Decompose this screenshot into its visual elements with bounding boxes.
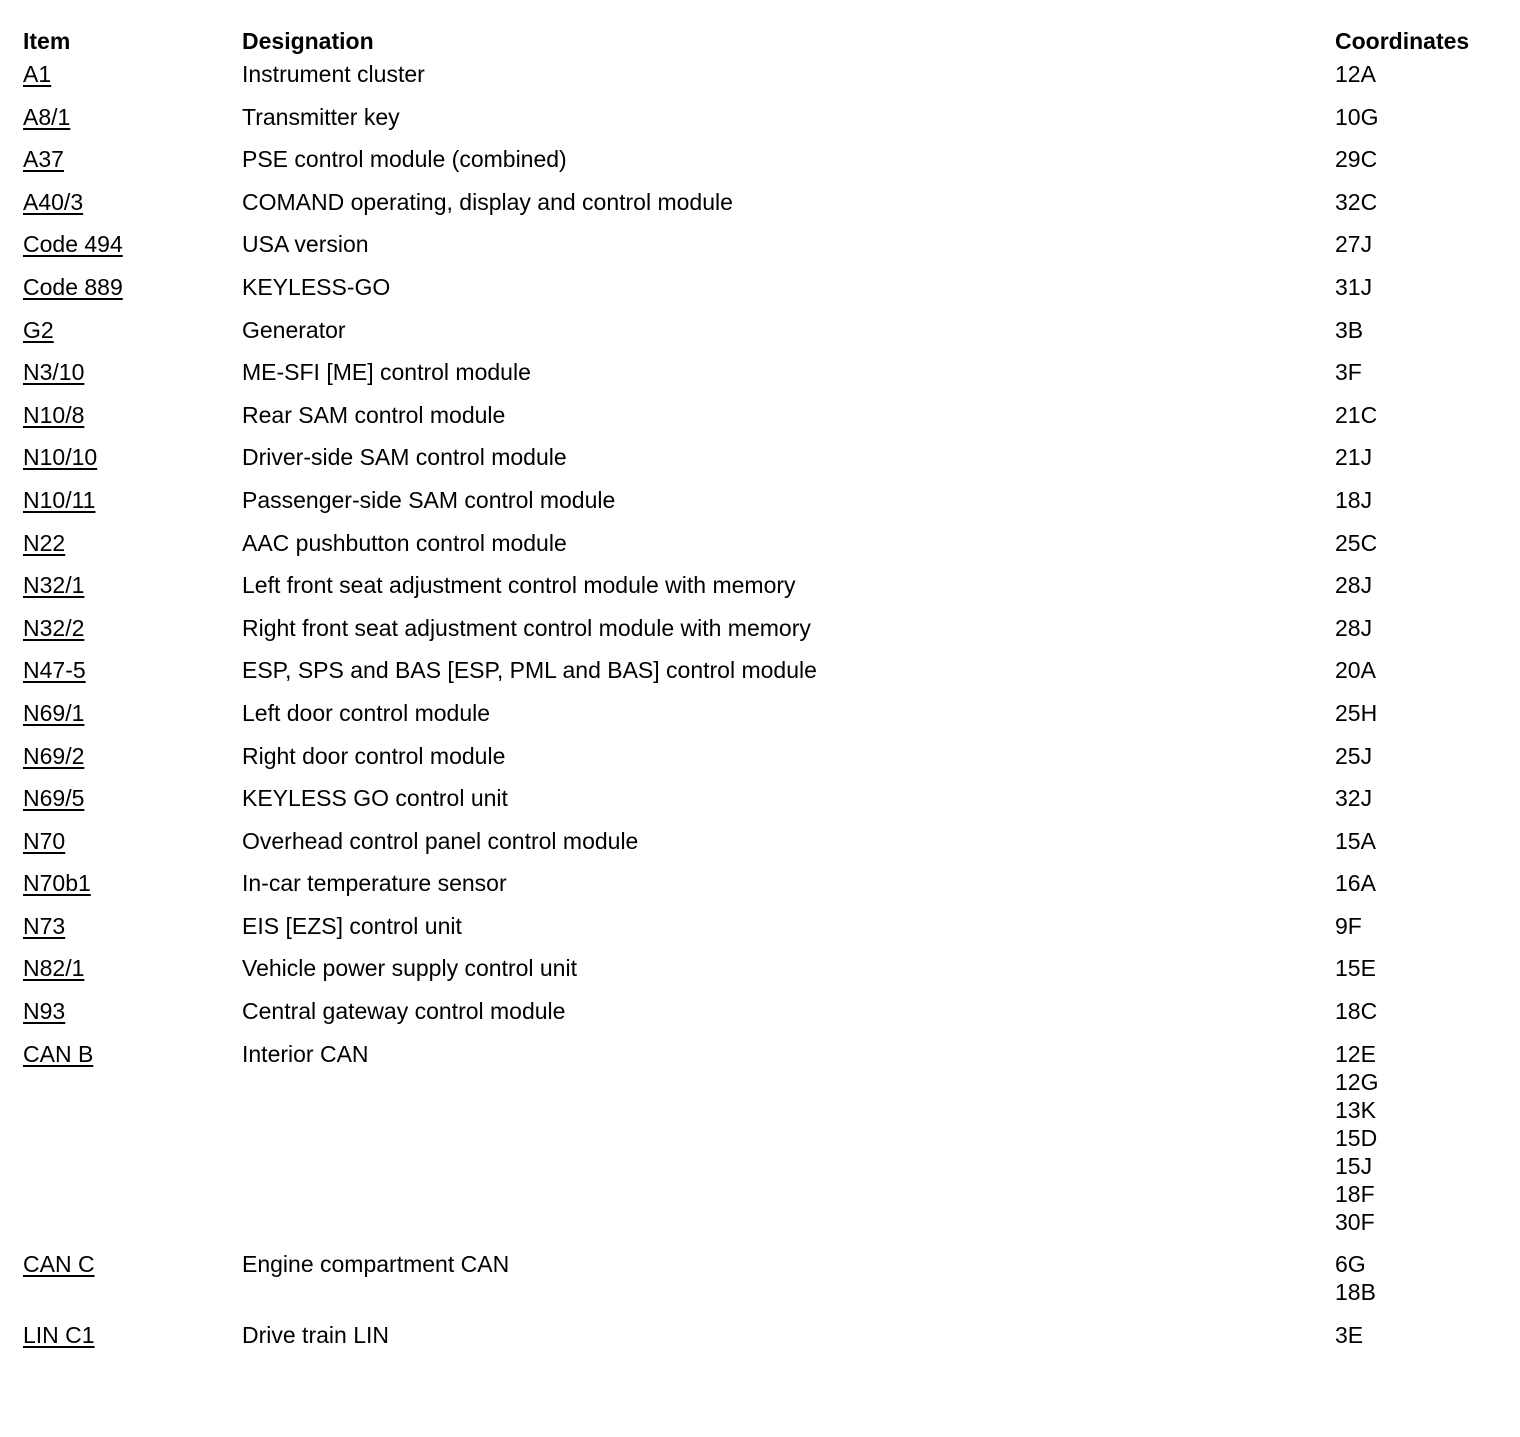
table-row (23, 401, 1503, 444)
coordinate-value: 25J (1335, 742, 1373, 769)
coordinate-value: 18B (1335, 1279, 1376, 1306)
coordinates-cell (1335, 742, 1503, 770)
table-header (23, 27, 1503, 60)
coordinate-value: 31J (1335, 273, 1373, 300)
item-cell (23, 656, 242, 684)
item-link[interactable]: Code 889 (23, 273, 123, 300)
designation-cell: USA version (242, 231, 369, 258)
coordinate-value: 32C (1335, 188, 1378, 215)
designation-cell: Engine compartment CAN (242, 1251, 510, 1278)
coordinates-cell (1335, 614, 1503, 642)
item-link[interactable]: N70b1 (23, 870, 91, 897)
coordinate-value: 28J (1335, 572, 1373, 599)
table-row (23, 614, 1503, 657)
item-cell (23, 742, 242, 770)
table-row (23, 869, 1503, 912)
coordinates-cell (1335, 571, 1503, 599)
coordinates-cell (1335, 912, 1503, 940)
designation-cell: COMAND operating, display and control module (242, 188, 733, 215)
item-cell (23, 145, 242, 173)
table-row (23, 1321, 1503, 1364)
designation-cell: Left front seat adjustment control module with memory (242, 572, 796, 599)
designation-cell: Interior CAN (242, 1040, 369, 1067)
designation-cell: Passenger-side SAM control module (242, 486, 616, 513)
coordinate-value: 21C (1335, 401, 1378, 428)
coordinates-cell (1335, 60, 1503, 88)
table-row (23, 145, 1503, 188)
coordinate-value: 10G (1335, 103, 1379, 130)
table-row (23, 997, 1503, 1040)
table-row (23, 954, 1503, 997)
designation-cell: PSE control module (combined) (242, 146, 567, 173)
item-link[interactable]: N32/2 (23, 614, 85, 641)
coordinate-value: 15D (1335, 1124, 1378, 1151)
designation-cell: KEYLESS GO control unit (242, 785, 508, 812)
coordinates-cell (1335, 145, 1503, 173)
designation-cell: Right door control module (242, 742, 506, 769)
header-coordinates: Coordinates (1335, 28, 1470, 54)
coordinates-cell (1335, 230, 1503, 258)
designation-cell: Drive train LIN (242, 1321, 389, 1348)
item-cell (23, 699, 242, 727)
item-link[interactable]: N22 (23, 529, 66, 556)
component-legend-table (23, 27, 1503, 1363)
item-cell (23, 912, 242, 940)
item-cell (23, 103, 242, 131)
coordinates-cell (1335, 401, 1503, 429)
coordinate-value: 25H (1335, 699, 1378, 726)
coordinate-value: 30F (1335, 1208, 1375, 1235)
item-link[interactable]: A8/1 (23, 103, 71, 130)
designation-cell: Overhead control panel control module (242, 827, 639, 854)
item-cell (23, 401, 242, 429)
coordinate-value: 9F (1335, 912, 1362, 939)
table-row (23, 827, 1503, 870)
item-cell (23, 188, 242, 216)
designation-cell: Driver-side SAM control module (242, 444, 567, 471)
table-row (23, 529, 1503, 572)
table-row (23, 316, 1503, 359)
designation-cell: In-car temperature sensor (242, 870, 507, 897)
item-cell (23, 954, 242, 982)
item-link[interactable]: N32/1 (23, 572, 85, 599)
item-cell (23, 486, 242, 514)
item-cell (23, 1250, 242, 1278)
coordinates-cell (1335, 827, 1503, 855)
item-link[interactable]: G2 (23, 316, 54, 343)
coordinates-cell (1335, 699, 1503, 727)
coordinates-cell (1335, 1040, 1503, 1236)
coordinates-cell (1335, 784, 1503, 812)
table-row (23, 103, 1503, 146)
item-cell (23, 997, 242, 1025)
item-link[interactable]: A1 (23, 61, 52, 87)
item-link[interactable]: N69/5 (23, 785, 85, 812)
table-body (23, 60, 1503, 1363)
item-link[interactable]: Code 494 (23, 231, 123, 258)
coordinate-value: 21J (1335, 444, 1373, 471)
item-cell (23, 273, 242, 301)
item-link[interactable]: LIN C1 (23, 1321, 95, 1348)
coordinates-cell (1335, 188, 1503, 216)
coordinate-value: 3F (1335, 359, 1362, 386)
coordinate-value: 16A (1335, 870, 1376, 897)
item-link[interactable]: N10/10 (23, 444, 98, 471)
coordinate-value: 3B (1335, 316, 1364, 343)
coordinates-cell (1335, 529, 1503, 557)
designation-cell: AAC pushbutton control module (242, 529, 567, 556)
item-cell (23, 443, 242, 471)
item-link[interactable]: N70 (23, 827, 66, 854)
designation-cell: ESP, SPS and BAS [ESP, PML and BAS] control module (242, 657, 817, 684)
table-row (23, 486, 1503, 529)
coordinate-value: 18C (1335, 998, 1378, 1025)
item-link[interactable]: N3/10 (23, 359, 85, 386)
item-cell (23, 571, 242, 599)
item-cell (23, 529, 242, 557)
table-row (23, 188, 1503, 231)
designation-cell: KEYLESS-GO (242, 273, 391, 300)
coordinates-cell (1335, 1250, 1503, 1306)
coordinate-value: 29C (1335, 146, 1378, 173)
coordinates-cell (1335, 1321, 1503, 1349)
coordinates-cell (1335, 656, 1503, 684)
item-link[interactable]: CAN B (23, 1040, 94, 1067)
item-link[interactable]: A37 (23, 146, 64, 173)
item-cell (23, 784, 242, 812)
designation-cell: Rear SAM control module (242, 401, 506, 428)
designation-cell: Central gateway control module (242, 998, 566, 1025)
item-cell (23, 614, 242, 642)
coordinate-value: 32J (1335, 785, 1373, 812)
coordinates-cell (1335, 358, 1503, 386)
designation-cell: EIS [EZS] control unit (242, 912, 462, 939)
coordinate-value: 18J (1335, 486, 1373, 513)
item-link[interactable]: N82/1 (23, 955, 85, 982)
item-cell (23, 827, 242, 855)
table-row (23, 656, 1503, 699)
table-row (23, 230, 1503, 273)
table-row (23, 699, 1503, 742)
coordinate-value: 6G (1335, 1251, 1366, 1278)
table-row (23, 358, 1503, 401)
table-row (23, 60, 1503, 103)
item-link[interactable]: N10/8 (23, 401, 85, 428)
item-link[interactable]: N10/11 (23, 486, 96, 513)
coordinates-cell (1335, 869, 1503, 897)
coordinate-value: 12A (1335, 61, 1376, 87)
table-row (23, 912, 1503, 955)
coordinates-cell (1335, 103, 1503, 131)
item-link[interactable]: N73 (23, 912, 66, 939)
coordinate-value: 27J (1335, 231, 1373, 258)
coordinate-value: 20A (1335, 657, 1376, 684)
item-link[interactable]: N47-5 (23, 657, 86, 684)
header-item: Item (23, 28, 71, 54)
coordinates-cell (1335, 316, 1503, 344)
item-link[interactable]: A40/3 (23, 188, 84, 215)
designation-cell: Vehicle power supply control unit (242, 955, 577, 982)
designation-cell: Left door control module (242, 699, 491, 726)
table-row (23, 273, 1503, 316)
coordinate-value: 18F (1335, 1180, 1375, 1207)
item-link[interactable]: N69/2 (23, 742, 85, 769)
coordinates-cell (1335, 273, 1503, 301)
coordinate-value: 12G (1335, 1068, 1379, 1095)
coordinate-value: 15A (1335, 827, 1376, 854)
designation-cell: Transmitter key (242, 103, 400, 130)
coordinate-value: 15E (1335, 955, 1376, 982)
item-cell (23, 358, 242, 386)
item-link[interactable]: N69/1 (23, 699, 85, 726)
table-row (23, 571, 1503, 614)
designation-cell: ME-SFI [ME] control module (242, 359, 531, 386)
item-link[interactable]: N93 (23, 998, 66, 1025)
designation-cell: Instrument cluster (242, 61, 425, 87)
coordinate-value: 13K (1335, 1096, 1376, 1123)
coordinates-cell (1335, 997, 1503, 1025)
item-cell (23, 869, 242, 897)
coordinate-value: 12E (1335, 1040, 1376, 1067)
designation-cell: Right front seat adjustment control module with memory (242, 614, 811, 641)
table-row (23, 443, 1503, 486)
table-row (23, 1250, 1503, 1321)
coordinate-value: 25C (1335, 529, 1378, 556)
item-cell (23, 230, 242, 258)
coordinates-cell (1335, 486, 1503, 514)
designation-cell: Generator (242, 316, 346, 343)
table-row (23, 784, 1503, 827)
item-cell (23, 316, 242, 344)
coordinate-value: 3E (1335, 1321, 1364, 1348)
table-row (23, 1040, 1503, 1251)
coordinates-cell (1335, 443, 1503, 471)
item-cell (23, 60, 242, 88)
coordinate-value: 28J (1335, 614, 1373, 641)
coordinate-value: 15J (1335, 1152, 1373, 1179)
coordinates-cell (1335, 954, 1503, 982)
item-link[interactable]: CAN C (23, 1251, 95, 1278)
item-cell (23, 1040, 242, 1068)
header-designation: Designation (242, 28, 374, 54)
table-row (23, 742, 1503, 785)
item-cell (23, 1321, 242, 1349)
